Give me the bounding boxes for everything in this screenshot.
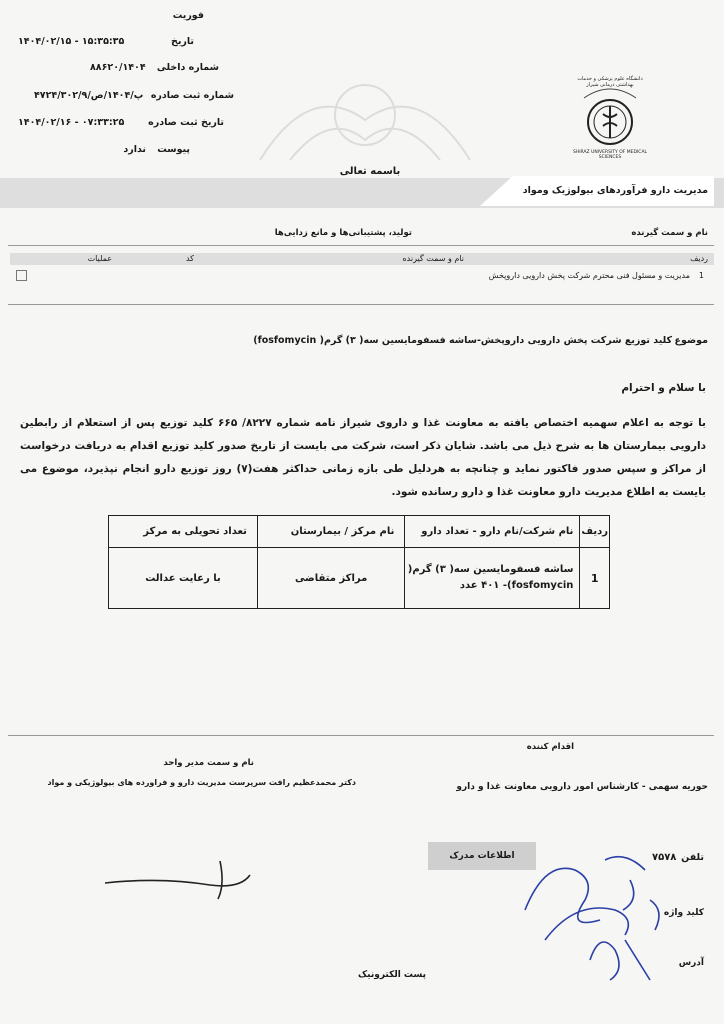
body-paragraph: با توجه به اعلام سهمیه اختصاص یافته به معاونت غذا و داروی شیراز نامه شماره ۸۲۲۷/ ۶۶۵ کلید توزیع پس از استعلام از رابطین دارویی بیمارستان ها به شرح ذیل می باشد. شایان ذکر است، شرکت می بایست از تاریخ صدور کلید توزیع اقدام به دریافت درخواست از مراکز و سپس صدور فاکتور نماید و چنانچه به هردلیل طی بازه زمانی حداکثر هفت(۷) روز توزیع دارو انجام نپذیرد، موضوع می بایست به اطلاع مدیریت دارو معاونت غذا و دارو رسانده شود. — [20, 417, 707, 498]
university-logo — [570, 70, 650, 170]
recipient-row-name: مدیریت و مسئول فنی محترم شرکت پخش دارویی داروپخش — [488, 271, 690, 280]
actor-label: اقدام کننده — [526, 742, 574, 752]
attachment-value: ندارد — [123, 144, 146, 155]
dist-row-qty: با رعایت عدالت — [109, 548, 258, 609]
motto: باسمه تعالی — [339, 166, 401, 177]
university-name-en: SHIRAZ UNIVERSITY OF MEDICAL SCIENCES — [572, 150, 648, 160]
doc-info-label: اطلاعات مدرک — [449, 851, 515, 861]
greeting: با سلام و احترام — [621, 382, 706, 394]
priority-label: فوریت — [172, 10, 204, 21]
keyword-label: کلید واژه — [663, 908, 704, 918]
dist-col-qty: تعداد تحویلی به مرکز — [109, 516, 258, 548]
department-title: مدیریت دارو فرآوردهای بیولوژیک ومواد — [522, 185, 708, 196]
reg-no-label: شماره ثبت صادره — [150, 90, 234, 101]
table-row-action-icon[interactable] — [16, 270, 27, 281]
dist-col-center: نام مرکز / بیمارستان — [257, 516, 404, 548]
subject-text: کلید توزیع شرکت پخش دارویی داروپخش-ساشه فسفومایسین سه( ۳) گرم( fosfomycin) — [253, 335, 672, 346]
email-label: پست الکترونیک — [357, 970, 426, 980]
recipients-table-header — [10, 253, 714, 265]
reg-date-label: تاریخ ثبت صادره — [148, 117, 224, 128]
recipients-col-actions: عملیات — [87, 254, 112, 263]
dist-row-drug: ساشه فسفومایسین سه( ۳) گرم( fosfomycin)- ۴۰۱ عدد — [405, 548, 580, 609]
manager-label: نام و سمت مدیر واحد — [163, 758, 254, 768]
phone-label: تلفن — [681, 852, 704, 863]
dist-col-index: ردیف — [580, 516, 610, 548]
manager-value: دکتر محمدعظیم رافت سرپرست مدیریت دارو و فراورده های بیولوژیکی و مواد — [47, 778, 356, 787]
dist-col-drug: نام شرکت/نام دارو - تعداد دارو — [405, 516, 580, 548]
date-label: تاریخ — [170, 36, 194, 47]
handwritten-note — [505, 840, 675, 990]
recipients-col-index: ردیف — [690, 254, 708, 263]
attachment-label: پیوست — [157, 144, 190, 155]
university-name: دانشگاه علوم پزشکی و خدمات بهداشتی درمانی شیراز — [577, 76, 643, 88]
address-label: آدرس — [678, 958, 704, 968]
distribution-table — [108, 515, 610, 609]
dist-row-index: 1 — [580, 548, 610, 609]
divider — [8, 735, 714, 736]
internal-no-label: شماره داخلی — [156, 62, 219, 73]
recipient-row-index: 1 — [698, 271, 704, 280]
divider — [8, 245, 714, 246]
recipient-label: نام و سمت گیرنده — [631, 228, 708, 238]
internal-no-value: ۸۸۶۲۰/۱۴۰۴ — [90, 62, 146, 73]
subject-label: موضوع — [674, 335, 708, 346]
ornament-watermark — [250, 60, 480, 170]
dist-row-center: مراکز متقاضی — [257, 548, 404, 609]
divider — [8, 304, 714, 305]
phone-value: ۷۵۷۸ — [652, 852, 677, 863]
reg-no-value: ۴۷۲۴/۳۰۲/۹/پ/۱۴۰۴/ص — [34, 90, 144, 101]
reg-date-value: ۱۴۰۴/۰۲/۱۶ - ۰۷:۳۳:۲۵ — [18, 117, 125, 128]
actor-value: حوریه سهمی - کارشناس امور دارویی معاونت غذا و دارو — [456, 782, 708, 792]
recipient-value: تولید، پشتیبانی‌ها و مانع زدایی‌ها — [274, 228, 412, 238]
recipients-col-name: نام و سمت گیرنده — [402, 254, 464, 263]
manager-signature — [100, 855, 260, 905]
date-value: ۱۴۰۴/۰۲/۱۵ - ۱۵:۳۵:۳۵ — [18, 36, 125, 47]
table-row — [109, 548, 610, 609]
recipients-col-code: کد — [185, 254, 194, 263]
